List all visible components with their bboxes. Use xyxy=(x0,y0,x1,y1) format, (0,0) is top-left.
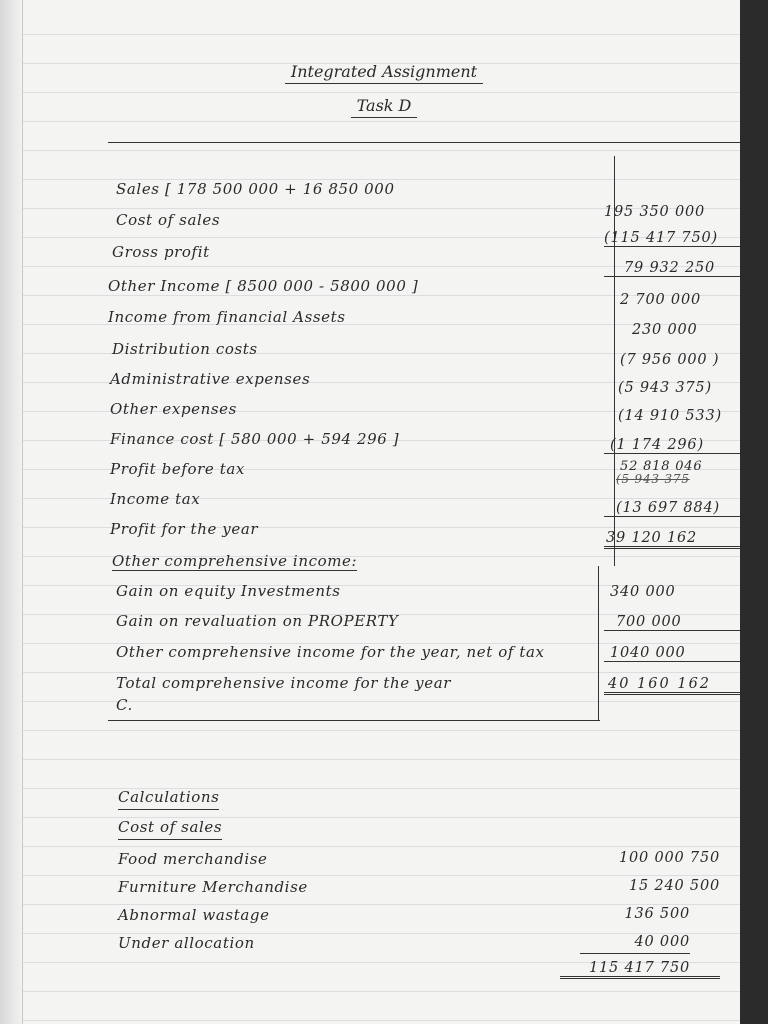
calc-amount-furniture: 15 240 500 xyxy=(628,878,720,894)
amount-financial-assets: 230 000 xyxy=(632,322,698,338)
label-income-financial-assets: Income from financial Assets xyxy=(108,308,346,326)
label-distribution-costs: Distribution costs xyxy=(112,340,258,358)
amount-gain-revaluation: 700 000 xyxy=(604,614,740,631)
label-cost-of-sales: Cost of sales xyxy=(116,211,221,229)
calc-amount-total: 115 417 750 xyxy=(560,960,720,979)
amount-distribution-costs: (7 956 000 ) xyxy=(620,352,720,368)
label-gross-profit: Gross profit xyxy=(112,243,210,261)
label-other-income: Other Income [ 8500 000 - 5800 000 ] xyxy=(108,277,419,295)
amount-profit-for-year: 39 120 162 xyxy=(604,530,740,549)
calc-label-under-allocation: Under allocation xyxy=(118,934,255,952)
statement-bottom-rule xyxy=(108,720,600,721)
amount-admin-expenses: (5 943 375) xyxy=(618,380,712,396)
page-subtitle: Task D xyxy=(0,96,768,118)
page-title: Integrated Assignment xyxy=(0,62,768,84)
label-other-expenses: Other expenses xyxy=(110,400,237,418)
calc-total-rule xyxy=(580,953,690,954)
label-finance-cost: Finance cost [ 580 000 + 594 296 ] xyxy=(110,430,400,448)
amount-income-tax: (13 697 884) xyxy=(604,500,740,517)
calc-label-food: Food merchandise xyxy=(118,850,268,868)
amount-column-divider-lower xyxy=(598,566,599,720)
amount-sales: 195 350 000 xyxy=(604,204,706,220)
label-profit-before-tax: Profit before tax xyxy=(110,460,245,478)
amount-other-income: 2 700 000 xyxy=(620,292,701,308)
calculations-heading: Calculations xyxy=(118,788,219,810)
amount-other-expenses: (14 910 533) xyxy=(618,408,722,424)
label-administrative-expenses: Administrative expenses xyxy=(110,370,311,388)
label-income-tax: Income tax xyxy=(110,490,201,508)
label-c: C. xyxy=(116,696,133,714)
amount-oci-net: 1040 000 xyxy=(604,645,740,662)
cost-of-sales-heading: Cost of sales xyxy=(118,818,222,840)
label-sales: Sales [ 178 500 000 + 16 850 000 xyxy=(116,180,395,198)
label-gain-equity: Gain on equity Investments xyxy=(116,582,341,600)
statement-top-rule xyxy=(108,142,740,143)
label-profit-for-year: Profit for the year xyxy=(110,520,259,538)
amount-profit-before-tax-struck: (5 943 375 xyxy=(616,472,690,486)
label-gain-revaluation: Gain on revaluation on PROPERTY xyxy=(116,612,399,630)
calc-amount-wastage: 136 500 xyxy=(624,906,690,922)
calc-label-wastage: Abnormal wastage xyxy=(118,906,270,924)
label-oci-net: Other comprehensive income for the year, net of tax xyxy=(116,643,545,661)
label-oci-heading: Other comprehensive income: xyxy=(112,552,358,570)
amount-gain-equity: 340 000 xyxy=(610,584,676,600)
amount-finance-cost: (1 174 296) xyxy=(604,437,740,454)
amount-gross-profit: 79 932 250 xyxy=(604,260,740,277)
amount-total-ci: 40 160 162 xyxy=(604,676,740,695)
calc-label-furniture: Furniture Merchandise xyxy=(118,878,308,896)
amount-cost-of-sales: (115 417 750) xyxy=(604,230,740,247)
calc-amount-food: 100 000 750 xyxy=(618,850,720,866)
calc-amount-under-allocation: 40 000 xyxy=(634,934,690,950)
amount-profit-before-tax: 52 818 046 xyxy=(620,459,703,474)
label-total-ci: Total comprehensive income for the year xyxy=(116,674,452,692)
page-binding-edge xyxy=(0,0,23,1024)
